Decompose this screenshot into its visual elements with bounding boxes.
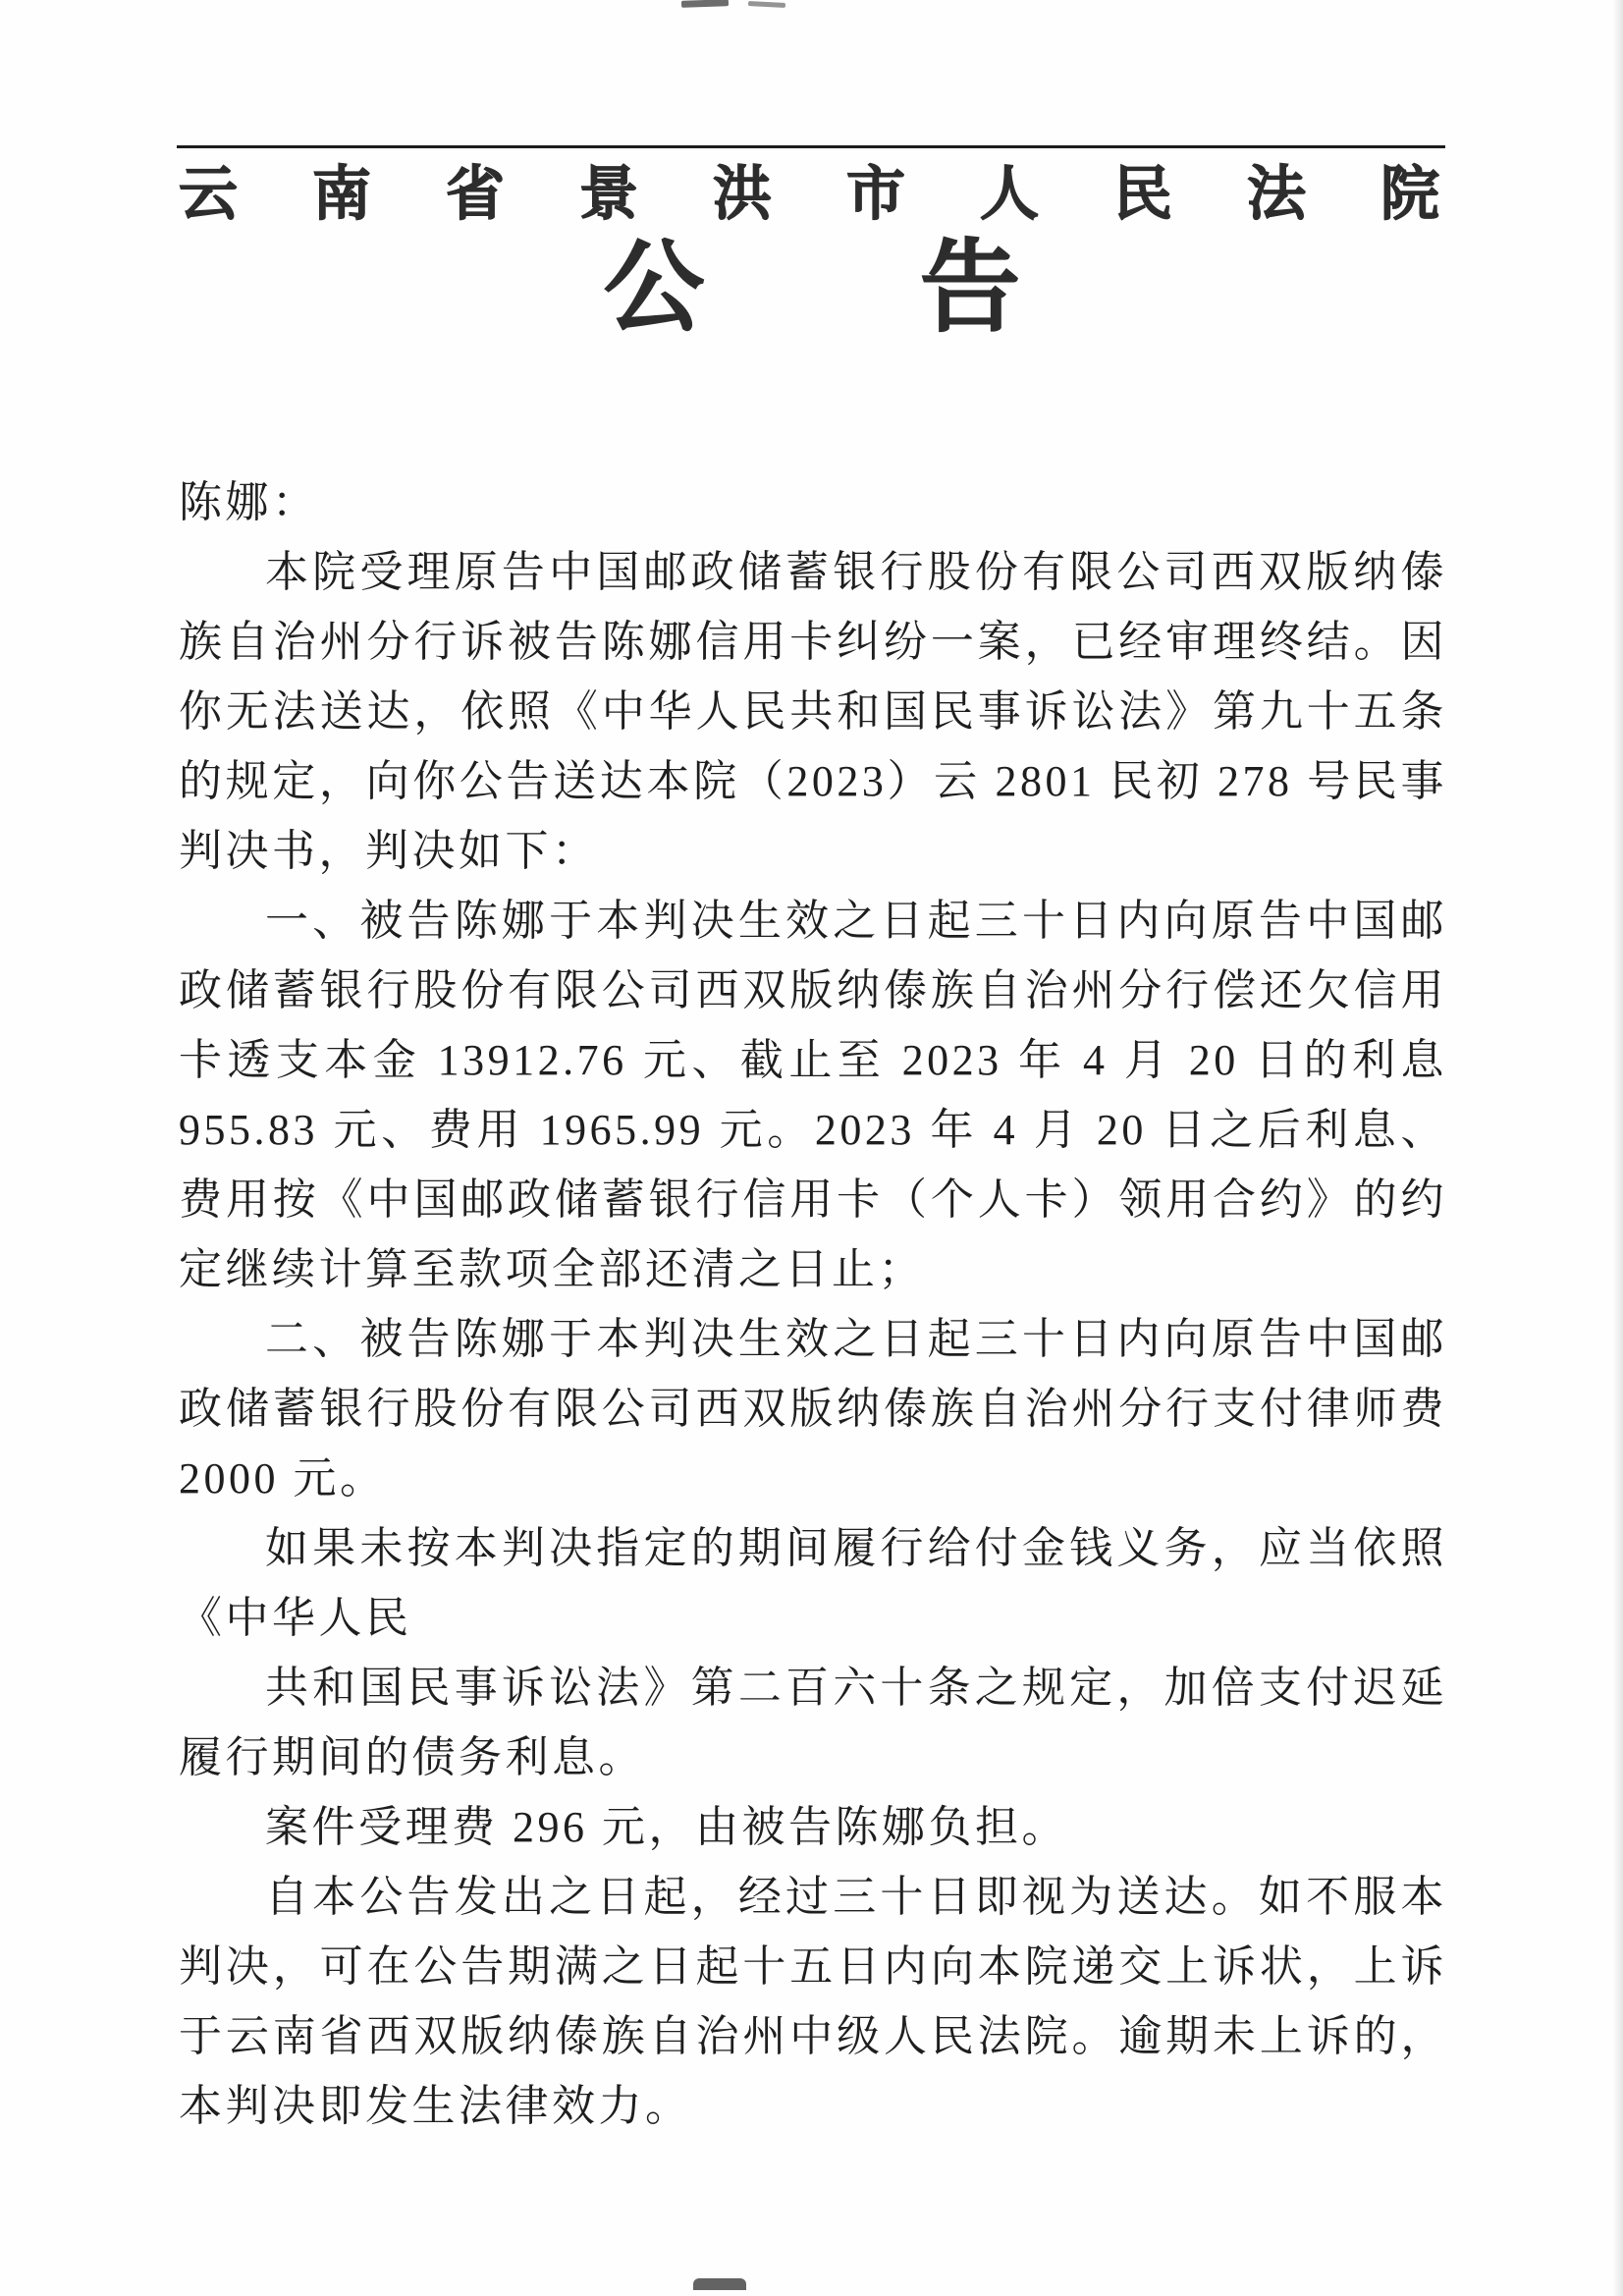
scan-artifact-bottom: [693, 2278, 746, 2290]
scan-artifact-top: [681, 0, 729, 8]
body-paragraph: 案件受理费 296 元，由被告陈娜负担。: [265, 1803, 1068, 1851]
salutation: 陈娜：: [179, 478, 319, 526]
body-paragraph: 共和国民事诉讼法》第二百六十条之规定，加倍支付迟延履行期间的债务利息。: [179, 1664, 1447, 1781]
body-paragraph: 二、被告陈娜于本判决生效之日起三十日内向原告中国邮政储蓄银行股份有限公司西双版纳傣族自治州分行支付律师费 2000 元。: [179, 1315, 1447, 1503]
court-name-heading: 云南省景洪市人民法院: [179, 162, 1514, 227]
doc-body: [179, 467, 1447, 2141]
body-paragraph: 自本公告发出之日起，经过三十日即视为送达。如不服本判决，可在公告期满之日起十五日内向本院递交上诉状，上诉于云南省西双版纳傣族自治州中级人民法院。逾期未上诉的，本判决即发生法律效力。: [179, 1873, 1447, 2130]
doc-title-row: [179, 208, 1445, 352]
body-paragraph: 本院受理原告中国邮政储蓄银行股份有限公司西双版纳傣族自治州分行诉被告陈娜信用卡纠纷一案，已经审理终结。因你无法送达，依照《中华人民共和国民事诉讼法》第九十五条的规定，向你公告送达本院（2023）云 2801 民初 278 号民事判决书，判决如下：: [179, 548, 1447, 875]
scan-edge-shadow: [1613, 0, 1623, 2296]
doc-title: 公告: [604, 234, 1236, 345]
scan-artifact-top: [748, 1, 785, 8]
body-paragraph: 一、被告陈娜于本判决生效之日起三十日内向原告中国邮政储蓄银行股份有限公司西双版纳傣族自治州分行偿还欠信用卡透支本金 13912.76 元、截止至 2023 年 4 月 20 日的利息 955.83 元、费用 1965.99 元。2023 年 4 月 20 日之后利息、费用按《中国邮政储蓄银行信用卡（个人卡）领用合约》的约定继续计算至款项全部还清之日止；: [179, 897, 1447, 1293]
body-paragraph: 如果未按本判决指定的期间履行给付金钱义务，应当依照《中华人民: [179, 1524, 1447, 1642]
